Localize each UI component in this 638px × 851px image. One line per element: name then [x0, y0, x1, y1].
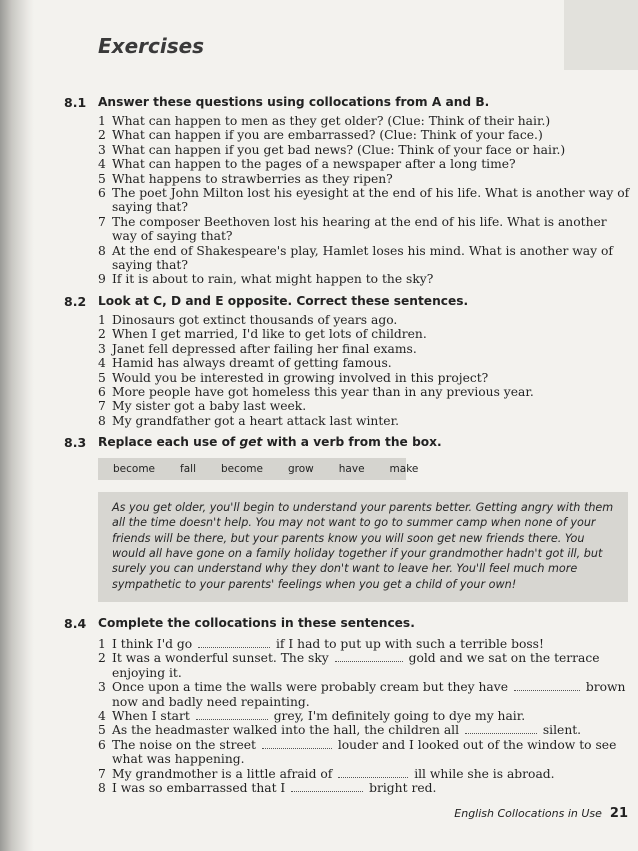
answer-blank[interactable]: [335, 652, 403, 662]
exercises-content: [64, 88, 634, 795]
list-item: 3 What can happen if you get bad news? (Clue: Think of your face or hair.): [98, 142, 566, 157]
word-box-item: become: [220, 463, 263, 476]
exercise-number: 8.3: [64, 435, 87, 451]
list-item: 5 Would you be interested in growing involved in this project?: [98, 370, 489, 385]
exercise-instruction: Complete the collocations in these sentences.: [98, 615, 415, 630]
exercise-8-4-list: [98, 637, 634, 795]
exercise-instruction: Look at C, D and E opposite. Correct these sentences.: [98, 293, 469, 308]
list-item: 3 Janet fell depressed after failing her final exams.: [98, 341, 417, 356]
page-number: 21: [609, 806, 628, 821]
book-title: English Collocations in Use: [454, 807, 602, 820]
list-item: 4 What can happen to the pages of a newspaper after a long time?: [98, 157, 516, 172]
exercise-8-1-header: [64, 95, 634, 110]
page-footer: [454, 806, 628, 821]
list-item: 2 It was a wonderful sunset. The sky gold and we sat on the terrace enjoying it.: [98, 651, 600, 680]
answer-blank[interactable]: [465, 724, 537, 734]
book-spine-shadow: [0, 0, 34, 851]
answer-blank[interactable]: [514, 681, 580, 691]
exercise-8-1-list: [98, 114, 634, 287]
answer-blank[interactable]: [198, 638, 270, 648]
word-box: [98, 458, 419, 480]
list-item: 3 Once upon a time the walls were probably cream but they have brown now and badly need repainting.: [98, 680, 626, 709]
list-item: 7 My sister got a baby last week.: [98, 399, 307, 414]
list-item: 8 My grandfather got a heart attack last winter.: [98, 413, 400, 428]
list-item: 6 The poet John Milton lost his eyesight at the end of his life. What is another way of saying that?: [98, 186, 630, 215]
handwritten-passage: As you get older, you'll begin to understand your parents better. Getting angry with them all the time doesn't help. You may not want to go to summer camp when none of your friends will be there, but your parents know you will soon get new friends there. You would all have gone on a family holiday together if your grandmother hadn't got ill, but surely you can understand why they don't want to leave her. You'll feel much more sympathetic to your parents' feelings when you get a child of your own!: [98, 492, 628, 602]
show-through-unit-tab: [564, 0, 638, 70]
word-box-item: become: [113, 463, 156, 476]
list-item: 1 What can happen to men as they get older? (Clue: Think of their hair.): [98, 114, 551, 128]
word-box-item: fall: [180, 463, 196, 476]
answer-blank[interactable]: [196, 710, 268, 720]
exercise-8-4-header: [64, 616, 634, 631]
list-item: 8 At the end of Shakespeare's play, Hamlet loses his mind. What is another way of saying that?: [98, 243, 613, 273]
answer-blank[interactable]: [291, 782, 363, 792]
answer-blank[interactable]: [338, 768, 408, 778]
list-item: 4 When I start grey, I'm definitely going to dye my hair.: [98, 708, 526, 723]
list-item: 9 If it is about to rain, what might happen to the sky?: [98, 272, 434, 287]
word-box-item: make: [389, 463, 419, 476]
exercise-8-2-list: [98, 313, 634, 428]
list-item: 1 I think I'd go if I had to put up with such a terrible boss!: [98, 636, 544, 651]
list-item: 6 The noise on the street louder and I looked out of the window to see what was happening.: [98, 737, 617, 767]
list-item: 5 What happens to strawberries as they ripen?: [98, 171, 393, 186]
list-item: 5 As the headmaster walked into the hall, the children all silent.: [98, 723, 582, 738]
exercise-number: 8.2: [64, 293, 87, 309]
exercise-8-2-header: [64, 294, 634, 309]
list-item: 2 When I get married, I'd like to get lots of children.: [98, 327, 427, 342]
exercise-number: 8.1: [64, 95, 87, 110]
exercise-8-3-header: [64, 435, 634, 450]
exercise-number: 8.4: [64, 615, 87, 631]
list-item: 8 I was so embarrassed that I bright red.: [98, 780, 437, 795]
answer-blank[interactable]: [262, 739, 332, 749]
list-item: 2 What can happen if you are embarrassed? (Clue: Think of your face.): [98, 128, 543, 143]
list-item: 7 The composer Beethoven lost his hearing at the end of his life. What is another way of saying that?: [98, 214, 607, 244]
list-item: 4 Hamid has always dreamt of getting famous.: [98, 356, 392, 371]
page-title: Exercises: [98, 34, 205, 58]
word-box-item: have: [338, 463, 365, 476]
list-item: 7 My grandmother is a little afraid of ill while she is abroad.: [98, 766, 555, 781]
exercise-instruction: Replace each use of get with a verb from the box.: [98, 435, 442, 450]
word-box-item: grow: [288, 463, 314, 476]
list-item: 6 More people have got homeless this year than in any previous year.: [98, 384, 534, 399]
exercise-instruction: Answer these questions using collocations from A and B.: [98, 95, 490, 109]
list-item: 1 Dinosaurs got extinct thousands of years ago.: [98, 312, 398, 327]
